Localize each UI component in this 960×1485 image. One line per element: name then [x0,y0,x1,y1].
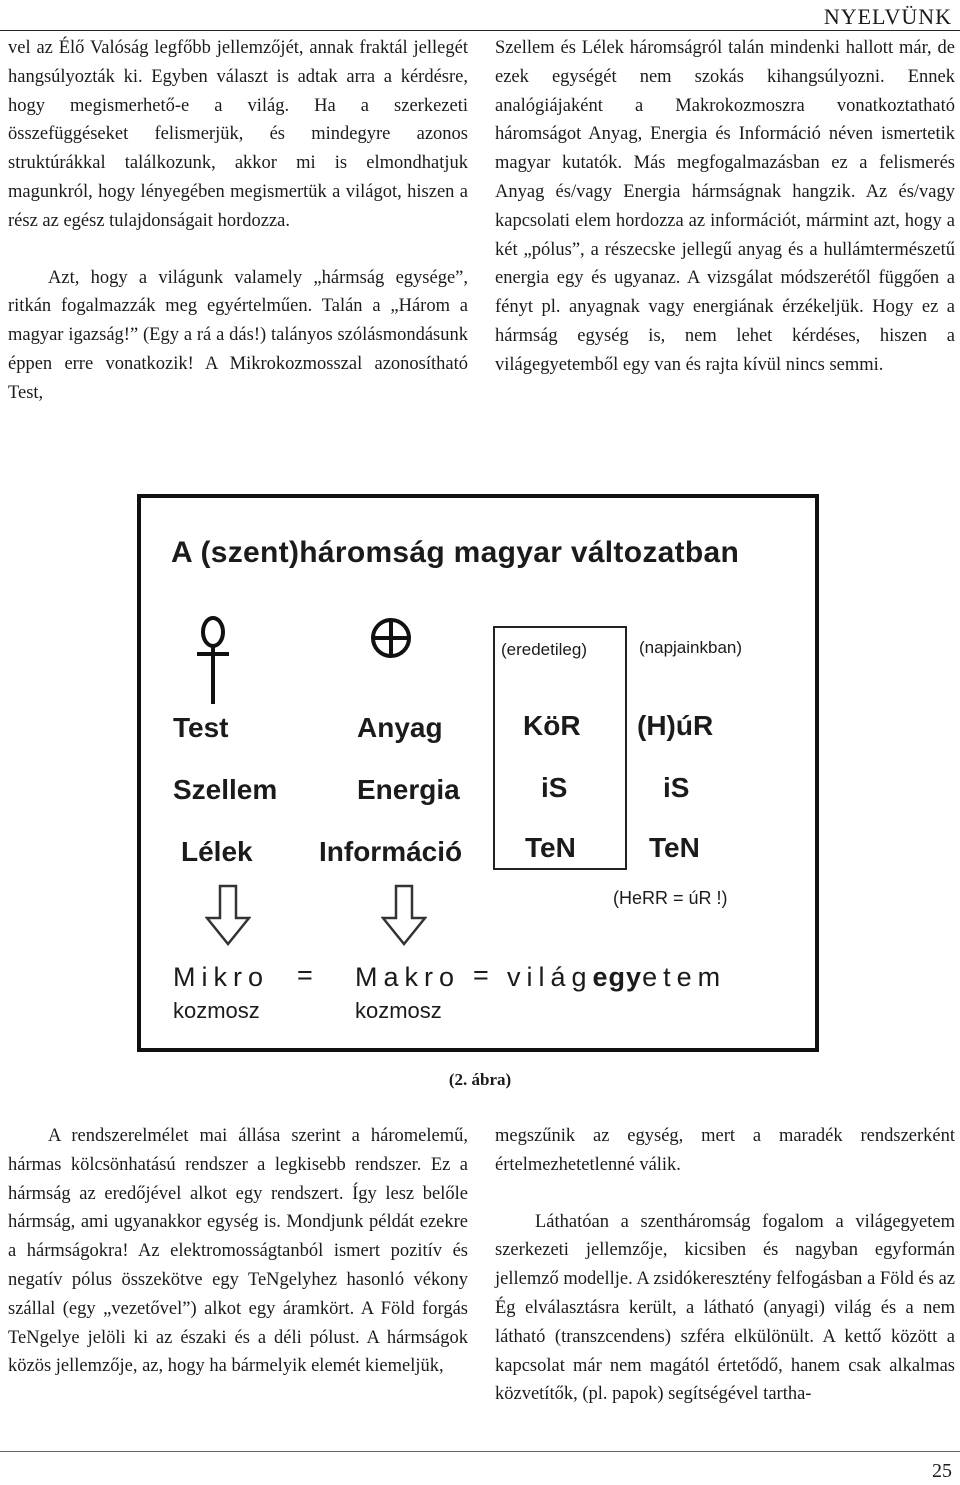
word-informacio: Információ [319,836,463,867]
section-header: NYELVÜNK [823,4,952,29]
etem-part: etem [642,962,727,992]
paragraph: Azt, hogy a világunk valamely „hármság egysége”, ritkán fogalmazzák meg egyértelműen. Talán a „Három a magyar igazság!” (Egy a rá a dás!) talányos szólásmondásunk éppen erre vonatkozik! A Mikrokozmosszal azonosítható Test, [8,267,468,403]
word-kor: KöR [523,710,581,741]
herr-note: (HeRR = úR !) [613,888,728,908]
label-today: (napjainkban) [639,638,743,657]
ankh-icon [193,616,233,706]
paragraph: Láthatóan a szentháromság fogalom a világegyetem szerkezeti jellemzője, kicsiben és nagyban egyformán jellemző modellje. A zsidókeresztény felfogásban a Föld és az Ég elválasztásra került, a látható (anyagi) világ és a nem látható (transzcendens) szféra elkülönült. A kettő között a kapcsolat már nem magától értetődő, hanem csak alkalmas közvetítők, (pl. papok) segítségével tartha- [495,1211,955,1405]
down-arrow-icon [381,884,427,946]
paragraph: vel az Élő Valóság legfőbb jellemzőjét, annak fraktál jellegét hangsúlyozták ki. Egyben választ is adtak arra a kérdésre, hogy megismerhető-e a világ. Ha a szerkezeti összefüggéseket felismerjük, és mindegyre azonos struktúrákkal találkozunk, akkor mi is elmondhatjuk magunkról, hogy lényegében megismertük a világot, hiszen a rész az egész tulajdonságait hordozza. [8,38,468,231]
right-top-column [495,34,955,380]
figure-title: A (szent)háromság magyar változatban [171,536,740,569]
header-rule [0,30,960,31]
paragraph: A rendszerelmélet mai állása szerint a háromelemű, hármas kölcsönhatású rendszer a legkisebb rendszer. Ez a hármság az eredőjével alkot egy rendszert. Így lesz belőle hármság, ami ugyanakkor egység is. Mondjunk példát ezekre a hármságokra! Az elektromosságtanból ismert pozitív és negatív pólus összekötve egy TeNgelyhez hasonló vékony szállal (egy „vezetővel”) alkot egy áramkört. A Föld forgás TeNgelye jelöli ki az északi és a déli pólust. A hármságok közös jellemzője, az, hogy ha bármelyik elemét kiemeljük, [8,1126,468,1377]
word-energia: Energia [357,774,460,805]
equals-sign: = [473,960,495,990]
left-top-column [8,34,468,408]
word-hur: (H)úR [637,710,714,741]
trinity-figure [137,494,819,1052]
page-number: 25 [932,1460,952,1482]
word-is: iS [541,772,568,803]
equals-sign: = [297,960,319,990]
circled-cross-icon [369,616,413,660]
paragraph: megszűnik az egység, mert a maradék rendszerként értelmezhetetlenné válik. [495,1126,955,1175]
word-is-2: iS [663,772,690,803]
word-anyag: Anyag [357,712,443,743]
egy-part: egy [592,962,643,992]
word-szellem: Szellem [173,774,278,805]
word-lelek: Lélek [181,836,253,867]
kozmosz-label: kozmosz [355,998,442,1023]
word-ten: TeN [525,832,576,863]
vilag-part: világ [507,962,593,992]
makro-label: Makro [355,962,461,992]
label-original: (eredetileg) [501,640,587,659]
left-bottom-column [8,1122,468,1381]
paragraph: Szellem és Lélek háromságról talán mindenki hallott már, de ezek egységét nem szokás kihangsúlyozni. Ennek analógiájaként a Makrokozmoszra vonatkoztatható háromságot Anyag, Energia és Információ néven ismertetik magyar kutatók. Más megfogalmazásban ez a felismerés Anyag és/vagy Energia hármságnak hangzik. Az és/vagy kapcsolati elem hordozza az információt, mármint azt, hogy a két „pólus”, a részecske jellegű anyag és a hullámtermészetű energia egy és ugyanaz. A vizsgálat módszerétől függően a fényt pl. anyagnak vagy energiának érzékeljük. Hogy ez a hármság egység is, nem lehet kérdéses, hiszen a világegyetemből egy van és rajta kívül nincs semmi. [495,38,955,375]
footer-rule [0,1451,960,1452]
right-bottom-column [495,1122,955,1409]
kozmosz-label: kozmosz [173,998,260,1023]
mikro-label: Mikro [173,962,269,992]
figure-caption: (2. ábra) [448,1070,512,1089]
word-test: Test [173,712,229,743]
down-arrow-icon [205,884,251,946]
vilagegyetem-label [507,962,726,993]
word-ten-2: TeN [649,832,700,863]
